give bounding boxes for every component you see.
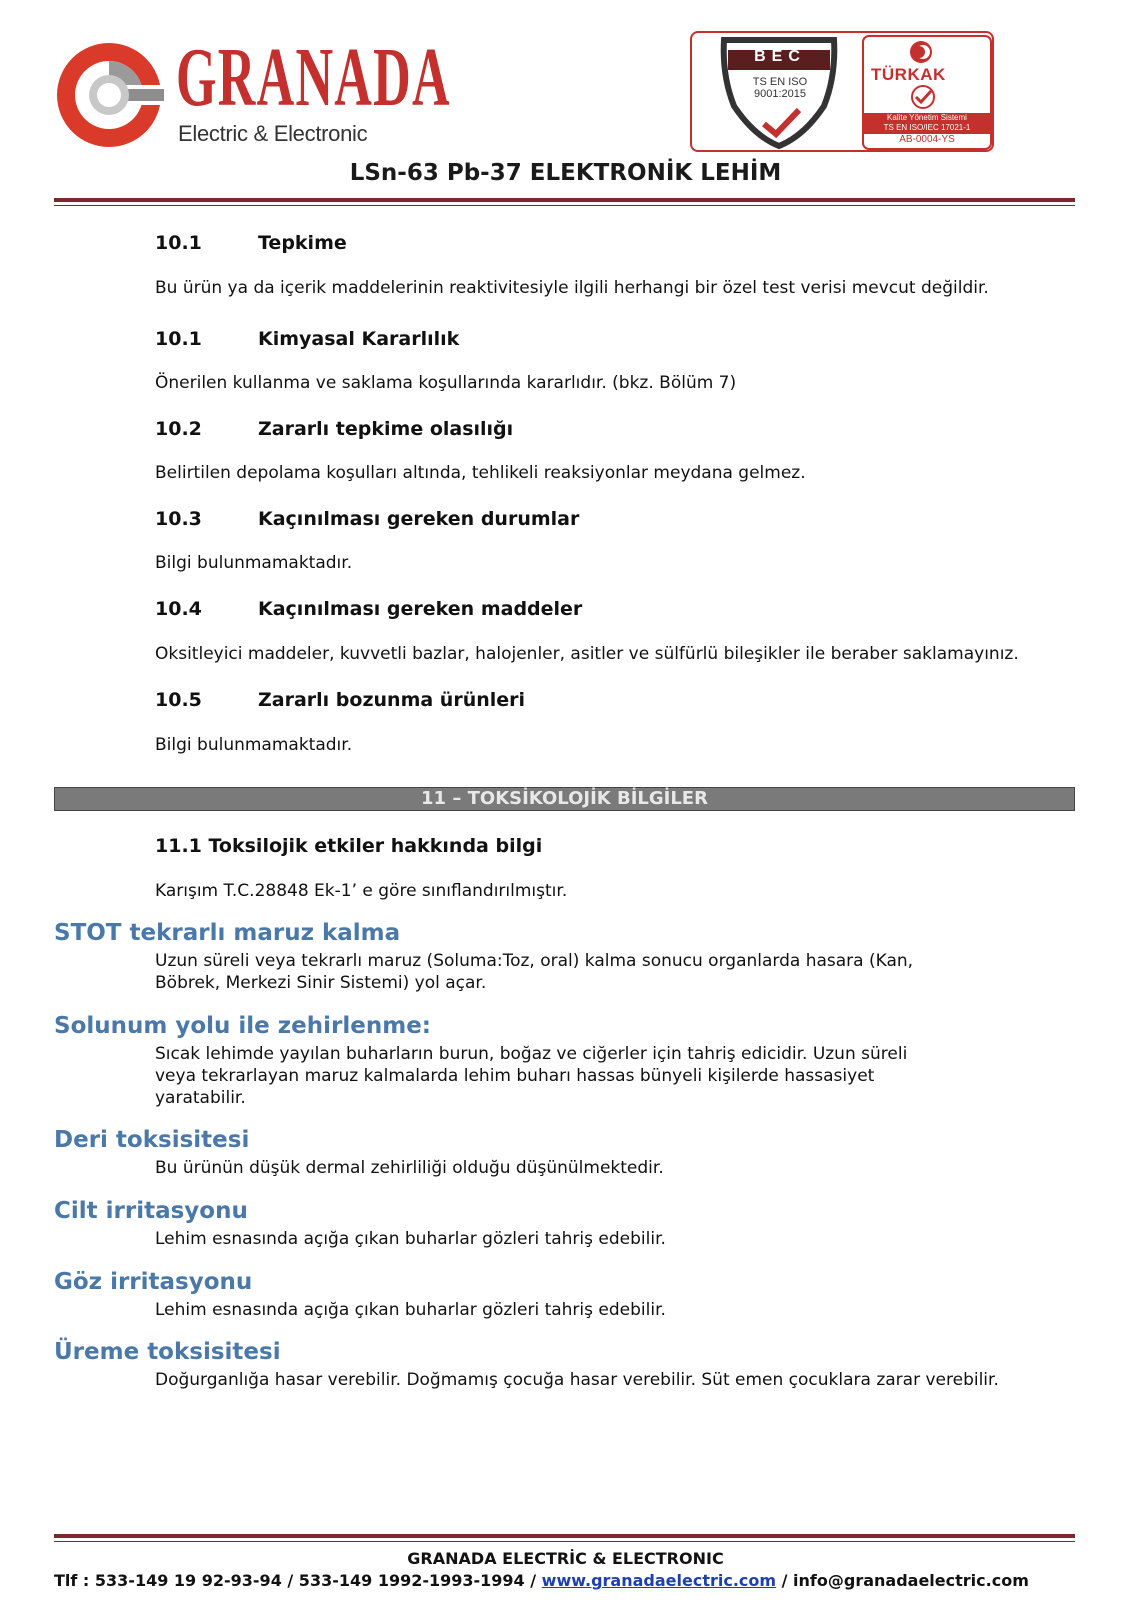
- section-band-title: 11 – TOKSİKOLOJİK BİLGİLER: [54, 787, 1075, 811]
- tox-line: Lehim esnasında açığa çıkan buharlar gözleri tahriş edebilir.: [155, 1300, 666, 1320]
- tox-text: [155, 1299, 935, 1321]
- footer-rule: [54, 1534, 1075, 1538]
- tox-text: [155, 1043, 935, 1109]
- section-title: Kimyasal Kararlılık: [258, 328, 460, 350]
- bec-badge-text: BEC: [754, 48, 806, 65]
- tox-line: Lehim esnasında açığa çıkan buharlar gözleri tahriş edebilir.: [155, 1229, 666, 1249]
- section-text: Oksitleyici maddeler, kuvvetli bazlar, halojenler, asitler ve sülfürlü bileşikler ile beraber saklamayınız.: [155, 644, 1019, 664]
- tox-line: veya tekrarlayan maruz kalmalarda lehim buharı hassas bünyeli kişilerde hassasiyet: [155, 1066, 875, 1086]
- footer-rule-thin: [54, 1541, 1075, 1542]
- tox-line: Uzun süreli veya tekrarlı maruz (Soluma:Toz, oral) kalma sonucu organlarda hasara (Kan,: [155, 951, 914, 971]
- footer-email[interactable]: info@granadaelectric.com: [793, 1571, 1029, 1590]
- turkak-band-line1: Kalite Yönetim Sistemi: [887, 113, 967, 122]
- section-title: Tepkime: [258, 232, 347, 254]
- turkak-band-line2: TS EN ISO/IEC 17021-1: [883, 123, 971, 132]
- tox-line: Böbrek, Merkezi Sinir Sistemi) yol açar.: [155, 973, 487, 993]
- section-text: Belirtilen depolama koşulları altında, tehlikeli reaksiyonlar meydana gelmez.: [155, 463, 806, 483]
- tox-line: Sıcak lehimde yayılan buharların burun, boğaz ve ciğerler için tahriş edicidir. Uzun süreli: [155, 1044, 908, 1064]
- turkak-band: [864, 113, 990, 133]
- section-number: 10.3: [155, 508, 202, 530]
- tox-heading: Solunum yolu ile zehirlenme:: [54, 1013, 431, 1039]
- document-title: LSn-63 Pb-37 ELEKTRONİK LEHİM: [349, 160, 782, 186]
- brand-name: GRANADA: [176, 31, 451, 124]
- turkak-crescent-icon: [908, 39, 934, 65]
- turkak-code: AB-0004-YS: [864, 133, 990, 145]
- tox-heading: Deri toksisitesi: [54, 1127, 250, 1153]
- turkak-title: TÜRKAK: [871, 65, 946, 84]
- section-number: 10.1: [155, 328, 202, 350]
- footer-company: GRANADA ELECTRİC & ELECTRONIC: [407, 1549, 724, 1568]
- footer-contact: [54, 1571, 1029, 1590]
- footer-website-link[interactable]: www.granadaelectric.com: [541, 1571, 777, 1590]
- section-text: Bilgi bulunmamaktadır.: [155, 553, 353, 573]
- tox-text: [155, 1157, 935, 1179]
- bec-iso-label: [740, 76, 820, 100]
- tox-text: [155, 1228, 935, 1250]
- section-number: 10.2: [155, 418, 202, 440]
- tox-heading: Üreme toksisitesi: [54, 1339, 281, 1365]
- tox-text: [155, 950, 935, 994]
- subsection-text: Karışım T.C.28848 Ek-1’ e göre sınıflandırılmıştır.: [155, 881, 568, 901]
- section-title: Kaçınılması gereken maddeler: [258, 598, 583, 620]
- tox-heading: Göz irritasyonu: [54, 1269, 253, 1295]
- section-text: Önerilen kullanma ve saklama koşullarında kararlıdır. (bkz. Bölüm 7): [155, 373, 737, 393]
- turkak-check-icon: [905, 84, 941, 110]
- tox-heading: STOT tekrarlı maruz kalma: [54, 920, 401, 946]
- tox-line: yaratabilir.: [155, 1088, 246, 1108]
- section-number: 10.1: [155, 232, 202, 254]
- section-number: 10.4: [155, 598, 202, 620]
- tox-text: [155, 1369, 1015, 1391]
- granada-logo-icon: [52, 38, 170, 153]
- section-text: Bilgi bulunmamaktadır.: [155, 735, 353, 755]
- section-title: Zararlı bozunma ürünleri: [258, 689, 526, 711]
- section-title: Zararlı tepkime olasılığı: [258, 418, 514, 440]
- tox-heading: Cilt irritasyonu: [54, 1198, 248, 1224]
- bec-iso-line2: 9001:2015: [754, 88, 806, 100]
- section-text: Bu ürün ya da içerik maddelerinin reaktivitesiyle ilgili herhangi bir özel test verisi mevcut değildir.: [155, 278, 989, 298]
- section-number: 10.5: [155, 689, 202, 711]
- brand-subtitle: Electric & Electronic: [178, 121, 368, 146]
- footer-phone: Tlf : 533-149 19 92-93-94 / 533-149 1992-1993-1994 /: [54, 1571, 542, 1590]
- bec-iso-line1: TS EN ISO: [752, 76, 808, 88]
- header-rule-thin: [54, 205, 1075, 206]
- subsection-title: 11.1 Toksilojik etkiler hakkında bilgi: [155, 835, 543, 857]
- tox-line: Bu ürünün düşük dermal zehirliliği olduğu düşünülmektedir.: [155, 1158, 664, 1178]
- header-rule: [54, 198, 1075, 202]
- tox-line: Doğurganlığa hasar verebilir. Doğmamış çocuğa hasar verebilir. Süt emen çocuklara zarar verebilir.: [155, 1370, 999, 1390]
- section-title: Kaçınılması gereken durumlar: [258, 508, 580, 530]
- footer-separator: /: [776, 1571, 794, 1590]
